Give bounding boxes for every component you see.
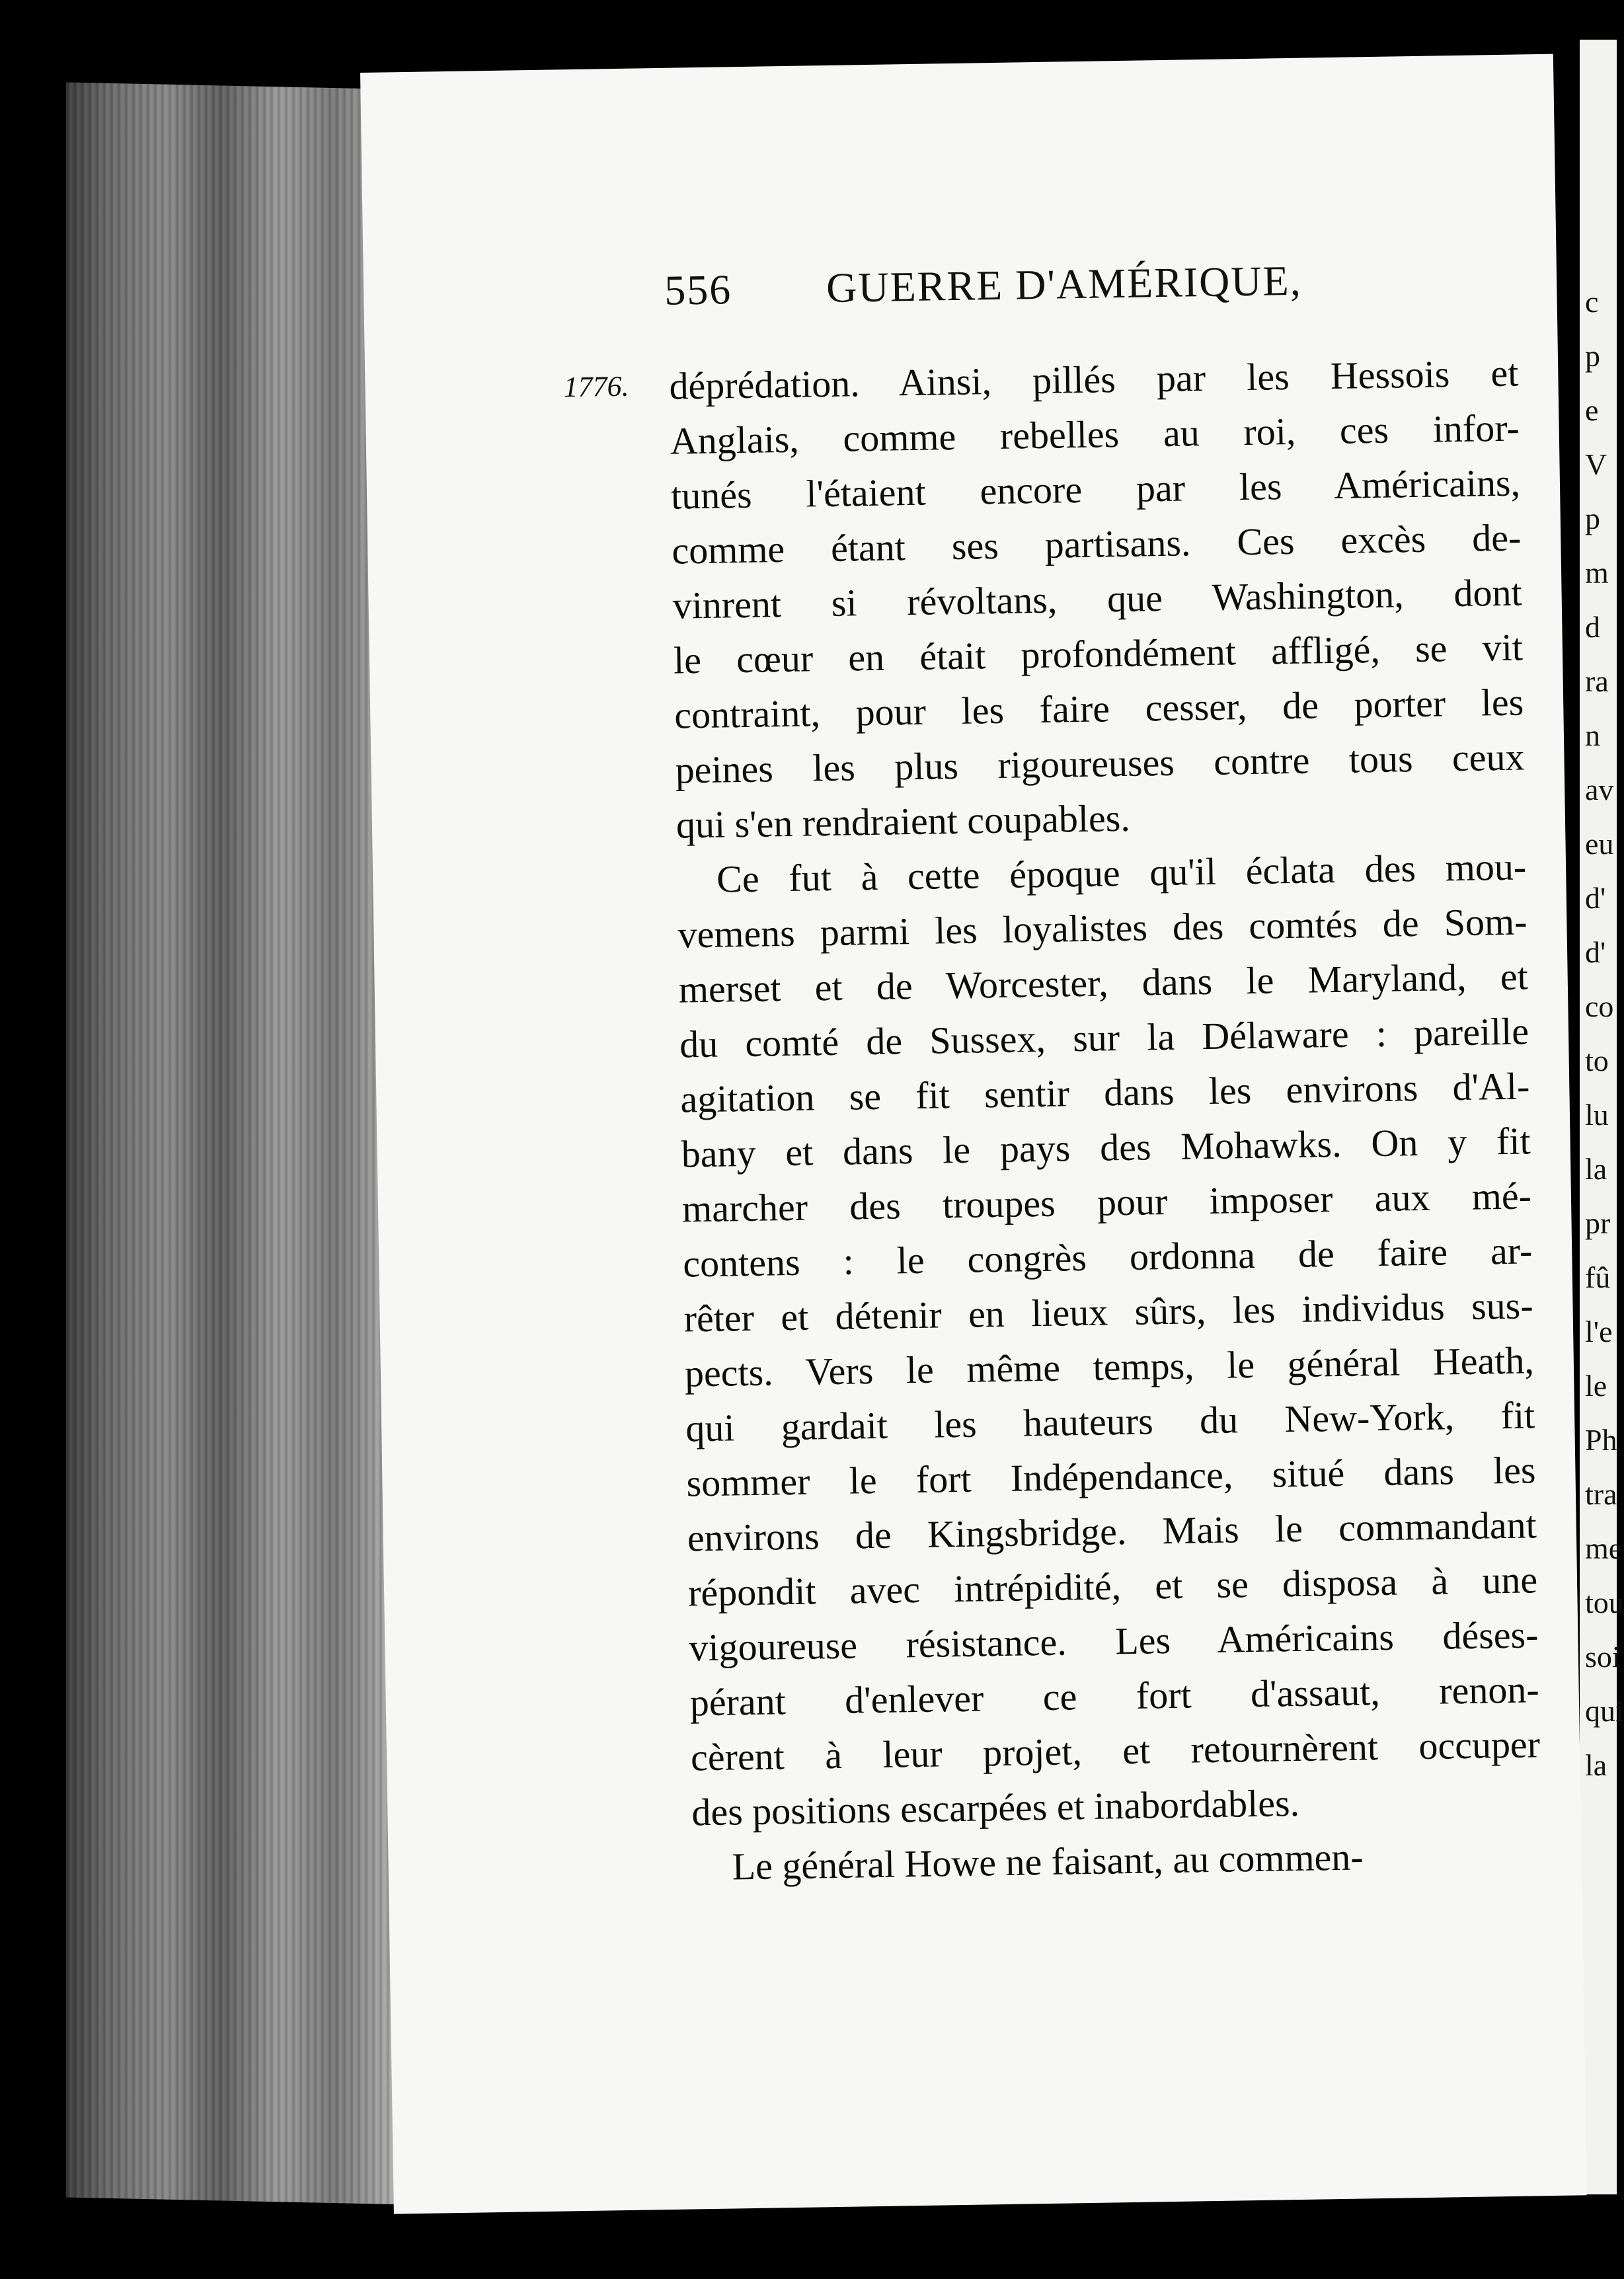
facing-page-fragment: p [1585, 339, 1600, 373]
facing-page-fragment: co [1585, 989, 1614, 1023]
facing-page-fragment: V [1585, 447, 1607, 481]
page-title: GUERRE D'AMÉRIQUE, [826, 256, 1303, 311]
text-line: Le général Howe ne faisant, au commen- [732, 1835, 1364, 1888]
facing-page-fragment: d [1585, 610, 1600, 644]
facing-page-fragment: m [1585, 556, 1609, 590]
facing-page-fragment: me [1585, 1531, 1623, 1565]
facing-page-fragment: fû [1585, 1260, 1611, 1294]
facing-page-fragment: le [1585, 1369, 1607, 1403]
text-line: du comté de Sussex, sur la Délaware : pareille [679, 1009, 1529, 1066]
text-line: sommer le fort Indépendance, situé dans les [686, 1448, 1536, 1505]
facing-page-fragment: tou [1585, 1586, 1624, 1619]
text-line: comme étant ses partisans. Ces excès de- [671, 516, 1522, 572]
book-page [360, 54, 1587, 2214]
text-line: le cœur en était profondément affligé, se vit [673, 625, 1524, 682]
facing-page-fragment: lu [1585, 1098, 1609, 1132]
facing-page-fragment: la [1585, 1152, 1607, 1186]
page-number: 556 [664, 266, 732, 314]
text-line: pérant d'enlever ce fort d'assaut, renon- [689, 1668, 1540, 1724]
text-line: marcher des troupes pour imposer aux mé- [681, 1174, 1532, 1231]
text-line: bany et dans le pays des Mohawks. On y fit [681, 1119, 1531, 1176]
body-text [669, 346, 1542, 1895]
text-line: merset et de Worcester, dans le Maryland, et [678, 954, 1529, 1011]
facing-page-fragment: d' [1585, 935, 1606, 969]
facing-page-fragment: d' [1585, 881, 1606, 915]
facing-page-fragment: Ph [1585, 1423, 1617, 1457]
text-line: Ce fut à cette époque qu'il éclata des mou- [716, 845, 1527, 901]
text-line: Anglais, comme rebelles au roi, ces infor- [670, 406, 1520, 463]
text-line: peines les plus rigoureuses contre tous ceux [675, 735, 1525, 792]
text-line: contens : le congrès ordonna de faire ar- [682, 1229, 1533, 1286]
text-line: vemens parmi les loyalistes des comtés de Som- [677, 900, 1527, 956]
facing-page-fragment: qui [1585, 1694, 1624, 1728]
text-line: tunés l'étaient encore par les Américains, [670, 461, 1521, 518]
facing-page-fragment: ra [1585, 664, 1609, 698]
book-page-edges-texture [66, 83, 410, 2205]
text-line: qui gardait les hauteurs du New-York, fit [685, 1393, 1535, 1450]
text-line: répondit avec intrépidité, et se disposa à une [687, 1558, 1538, 1615]
text-line: vinrent si révoltans, que Washington, dont [672, 570, 1523, 627]
text-line: contraint, pour les faire cesser, de porter les [674, 680, 1524, 737]
facing-page-fragment: tra [1585, 1477, 1617, 1511]
text-line: pects. Vers le même temps, le général Heath, [684, 1338, 1535, 1395]
facing-page-fragment: pr [1585, 1206, 1611, 1240]
text-line: déprédation. Ainsi, pillés par les Hessois et [668, 351, 1519, 408]
facing-page-fragment: p [1585, 502, 1600, 535]
facing-page-fragment: n [1585, 718, 1600, 752]
text-line: agitation se fit sentir dans les environs d'Al- [679, 1064, 1530, 1121]
facing-page-fragment: eu [1585, 827, 1614, 861]
text-line: cèrent à leur projet, et retournèrent occuper [690, 1722, 1541, 1779]
facing-page-fragment: l'e [1585, 1315, 1613, 1348]
facing-page-fragment: soi [1585, 1640, 1621, 1674]
facing-page-fragment: la [1585, 1748, 1607, 1782]
facing-page-fragment: e [1585, 393, 1599, 427]
facing-page-fragment: c [1585, 285, 1599, 319]
text-line: rêter et détenir en lieux sûrs, les individus sus- [683, 1284, 1534, 1340]
running-head [360, 54, 1553, 314]
text-line: qui s'en rendraient coupables. [676, 796, 1131, 847]
facing-page-fragment: to [1585, 1044, 1609, 1077]
margin-year-note: 1776. [563, 369, 629, 404]
text-line: environs de Kingsbridge. Mais le commandant [687, 1503, 1537, 1560]
text-line: des positions escarpées et inabordables. [691, 1781, 1300, 1834]
text-line: vigoureuse résistance. Les Américains déses- [688, 1613, 1539, 1670]
facing-page-fragment: av [1585, 773, 1614, 806]
